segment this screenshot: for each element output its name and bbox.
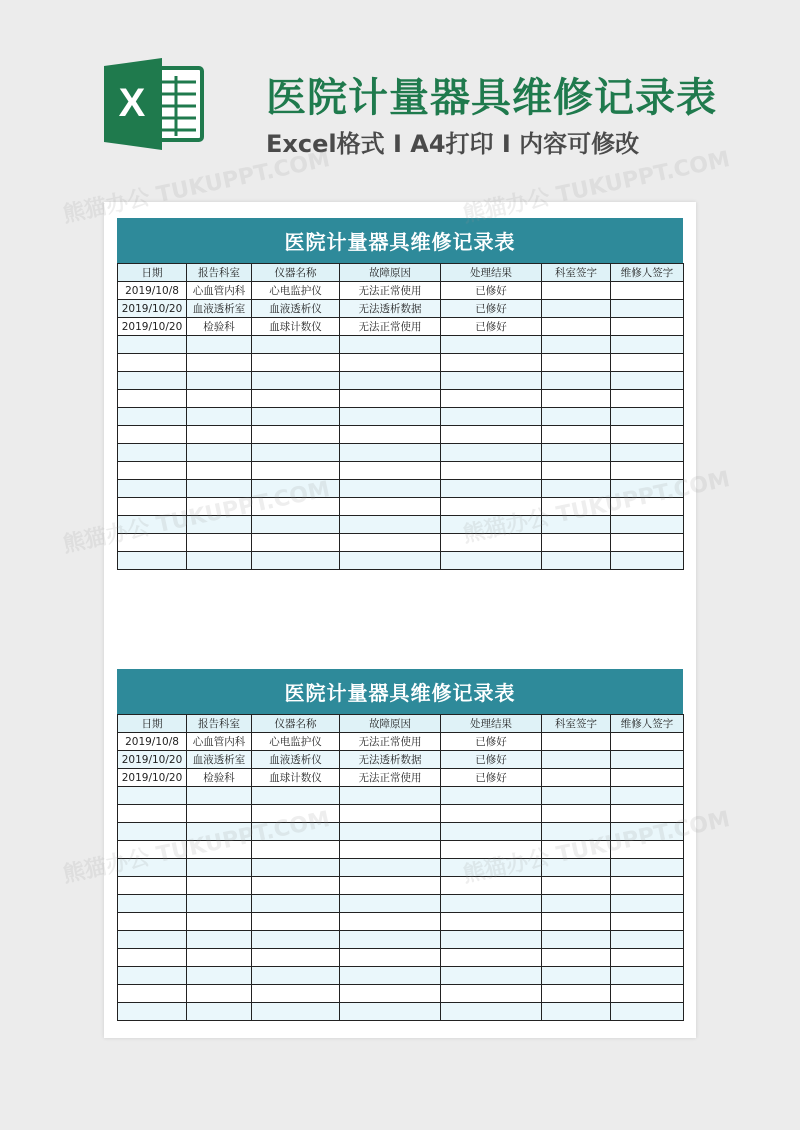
table-cell[interactable]: [118, 841, 187, 859]
table-cell[interactable]: [441, 805, 542, 823]
table-cell[interactable]: [441, 390, 542, 408]
table-cell[interactable]: 血液透析室: [187, 751, 252, 769]
table-cell[interactable]: [252, 534, 340, 552]
table-row: [118, 859, 684, 877]
table-cell[interactable]: 2019/10/20: [118, 769, 187, 787]
table-cell[interactable]: [340, 895, 441, 913]
table-cell[interactable]: [118, 534, 187, 552]
table-cell[interactable]: 无法正常使用: [340, 318, 441, 336]
table-cell[interactable]: [252, 913, 340, 931]
table-cell[interactable]: 血液透析仪: [252, 751, 340, 769]
table-cell[interactable]: 已修好: [441, 282, 542, 300]
table-cell[interactable]: [441, 372, 542, 390]
table-cell[interactable]: [542, 733, 611, 751]
table-row: [118, 751, 684, 769]
table-cell[interactable]: 2019/10/20: [118, 751, 187, 769]
table-row: [118, 985, 684, 1003]
table-cell[interactable]: [340, 462, 441, 480]
table-cell[interactable]: [252, 336, 340, 354]
table-cell[interactable]: [252, 949, 340, 967]
table-cell[interactable]: 2019/10/8: [118, 282, 187, 300]
table-cell[interactable]: [187, 913, 252, 931]
table-cell[interactable]: [340, 552, 441, 570]
table-cell[interactable]: [340, 985, 441, 1003]
table-cell[interactable]: [611, 931, 684, 949]
table-cell[interactable]: [252, 859, 340, 877]
table-cell[interactable]: [542, 895, 611, 913]
table-cell[interactable]: [611, 444, 684, 462]
table-cell[interactable]: [611, 769, 684, 787]
table-cell[interactable]: [340, 354, 441, 372]
table-cell[interactable]: [542, 372, 611, 390]
table-cell[interactable]: [542, 841, 611, 859]
table-cell[interactable]: 检验科: [187, 318, 252, 336]
table-cell[interactable]: [118, 877, 187, 895]
table-row: [118, 534, 684, 552]
table-cell[interactable]: [187, 931, 252, 949]
table-cell[interactable]: [187, 823, 252, 841]
table-cell[interactable]: [252, 841, 340, 859]
table-cell[interactable]: [252, 823, 340, 841]
table-cell[interactable]: [611, 480, 684, 498]
table-cell[interactable]: [441, 931, 542, 949]
table-cell[interactable]: [187, 408, 252, 426]
column-header: 维修人签字: [611, 715, 684, 733]
table-cell[interactable]: [187, 516, 252, 534]
table-cell[interactable]: 无法透析数据: [340, 751, 441, 769]
table-cell[interactable]: [252, 390, 340, 408]
table-row: [118, 1003, 684, 1021]
table-cell[interactable]: [340, 408, 441, 426]
table-cell[interactable]: [187, 787, 252, 805]
svg-text:X: X: [118, 81, 146, 125]
table-cell[interactable]: [252, 895, 340, 913]
table-cell[interactable]: 血液透析室: [187, 300, 252, 318]
table-cell[interactable]: [542, 859, 611, 877]
table-cell[interactable]: [340, 534, 441, 552]
table-row: [118, 769, 684, 787]
column-header: 维修人签字: [611, 264, 684, 282]
table-cell[interactable]: [340, 372, 441, 390]
column-header: 处理结果: [441, 715, 542, 733]
table-cell[interactable]: 无法透析数据: [340, 300, 441, 318]
table-cell[interactable]: [340, 426, 441, 444]
table-cell[interactable]: [187, 426, 252, 444]
table-cell[interactable]: [441, 534, 542, 552]
table-cell[interactable]: 无法正常使用: [340, 282, 441, 300]
table-row: [118, 967, 684, 985]
table-cell[interactable]: [611, 787, 684, 805]
column-header: 故障原因: [340, 264, 441, 282]
table-row: [118, 390, 684, 408]
table-cell[interactable]: [118, 1003, 187, 1021]
table-cell[interactable]: 心电监护仪: [252, 282, 340, 300]
table-cell[interactable]: [611, 985, 684, 1003]
table-cell[interactable]: [542, 751, 611, 769]
table-cell[interactable]: [611, 841, 684, 859]
table-row: [118, 913, 684, 931]
table-cell[interactable]: [340, 787, 441, 805]
table-cell[interactable]: [611, 354, 684, 372]
table-cell[interactable]: [118, 985, 187, 1003]
table-cell[interactable]: [187, 372, 252, 390]
table-cell[interactable]: [340, 516, 441, 534]
table-cell[interactable]: [187, 444, 252, 462]
table-title: 医院计量器具维修记录表: [117, 669, 683, 714]
table-cell[interactable]: [441, 787, 542, 805]
table-cell[interactable]: [187, 967, 252, 985]
table-cell[interactable]: [542, 480, 611, 498]
table-cell[interactable]: [252, 426, 340, 444]
table-cell[interactable]: 无法正常使用: [340, 733, 441, 751]
table-cell[interactable]: [118, 913, 187, 931]
table-cell[interactable]: [542, 949, 611, 967]
table-cell[interactable]: [187, 462, 252, 480]
table-cell[interactable]: [252, 372, 340, 390]
table-cell[interactable]: 已修好: [441, 318, 542, 336]
table-row: [118, 552, 684, 570]
table-cell[interactable]: [441, 823, 542, 841]
table-cell[interactable]: [542, 769, 611, 787]
table-cell[interactable]: [187, 336, 252, 354]
table-cell[interactable]: 血球计数仪: [252, 318, 340, 336]
table-cell[interactable]: [611, 552, 684, 570]
table-cell[interactable]: 心血管内科: [187, 733, 252, 751]
table-cell[interactable]: [252, 480, 340, 498]
table-cell[interactable]: [340, 967, 441, 985]
table-cell[interactable]: 血液透析仪: [252, 300, 340, 318]
table-cell[interactable]: [118, 949, 187, 967]
table-cell[interactable]: [611, 967, 684, 985]
table-cell[interactable]: [340, 913, 441, 931]
table-cell[interactable]: [118, 787, 187, 805]
table-cell[interactable]: [340, 805, 441, 823]
table-cell[interactable]: [441, 841, 542, 859]
table-header-row: [118, 264, 684, 282]
table-cell[interactable]: [187, 841, 252, 859]
table-row: [118, 408, 684, 426]
table-cell[interactable]: [611, 949, 684, 967]
table-cell[interactable]: [542, 426, 611, 444]
table-cell[interactable]: [542, 336, 611, 354]
table-cell[interactable]: [542, 967, 611, 985]
column-header: 故障原因: [340, 715, 441, 733]
table-cell[interactable]: [118, 336, 187, 354]
table-cell[interactable]: [340, 931, 441, 949]
column-header: 处理结果: [441, 264, 542, 282]
table-cell[interactable]: [542, 516, 611, 534]
table-cell[interactable]: [187, 949, 252, 967]
table-cell[interactable]: [340, 390, 441, 408]
table-cell[interactable]: [611, 751, 684, 769]
table-cell[interactable]: [252, 805, 340, 823]
table-cell[interactable]: 心血管内科: [187, 282, 252, 300]
table-cell[interactable]: 已修好: [441, 751, 542, 769]
table-cell[interactable]: [542, 787, 611, 805]
table-cell[interactable]: [187, 1003, 252, 1021]
table-cell[interactable]: [441, 895, 542, 913]
page-subtitle: Excel格式 I A4打印 I 内容可修改: [266, 130, 640, 158]
table-cell[interactable]: [441, 967, 542, 985]
table-cell[interactable]: [340, 949, 441, 967]
table-cell[interactable]: [187, 498, 252, 516]
table-cell[interactable]: [340, 336, 441, 354]
table-cell[interactable]: [542, 805, 611, 823]
column-header: 仪器名称: [252, 264, 340, 282]
table-cell[interactable]: [542, 408, 611, 426]
table-cell[interactable]: [118, 498, 187, 516]
table-cell[interactable]: [252, 985, 340, 1003]
record-table-2: [117, 669, 683, 1021]
table-cell[interactable]: [118, 444, 187, 462]
table-cell[interactable]: [340, 444, 441, 462]
table-row: [118, 282, 684, 300]
column-header: 科室签字: [542, 264, 611, 282]
table-cell[interactable]: [441, 913, 542, 931]
table-cell[interactable]: [441, 480, 542, 498]
table-cell[interactable]: [118, 931, 187, 949]
table-row: [118, 498, 684, 516]
table-cell[interactable]: [542, 823, 611, 841]
table-cell[interactable]: [187, 859, 252, 877]
table-cell[interactable]: [340, 859, 441, 877]
table-cell[interactable]: [118, 462, 187, 480]
table-cell[interactable]: 已修好: [441, 769, 542, 787]
table-cell[interactable]: [441, 985, 542, 1003]
table-cell[interactable]: [252, 462, 340, 480]
table-cell[interactable]: [252, 408, 340, 426]
table-cell[interactable]: [542, 462, 611, 480]
table-cell[interactable]: [118, 859, 187, 877]
table-cell[interactable]: [118, 552, 187, 570]
table-row: [118, 426, 684, 444]
table-cell[interactable]: 心电监护仪: [252, 733, 340, 751]
table-cell[interactable]: [187, 895, 252, 913]
table-row: [118, 733, 684, 751]
table-cell[interactable]: [611, 372, 684, 390]
table-cell[interactable]: [118, 823, 187, 841]
table-cell[interactable]: [118, 408, 187, 426]
table-header-row: [118, 715, 684, 733]
table-row: [118, 444, 684, 462]
table-cell[interactable]: [187, 480, 252, 498]
table-cell[interactable]: [542, 354, 611, 372]
table-cell[interactable]: 无法正常使用: [340, 769, 441, 787]
table-cell[interactable]: [118, 354, 187, 372]
table-cell[interactable]: [441, 552, 542, 570]
table-cell[interactable]: [611, 733, 684, 751]
table-row: [118, 895, 684, 913]
table-cell[interactable]: [441, 877, 542, 895]
table-cell[interactable]: [118, 516, 187, 534]
table-row: [118, 877, 684, 895]
table-cell[interactable]: [187, 877, 252, 895]
column-header: 科室签字: [542, 715, 611, 733]
table-cell[interactable]: [340, 877, 441, 895]
table-cell[interactable]: 已修好: [441, 300, 542, 318]
column-header: 日期: [118, 715, 187, 733]
table-cell[interactable]: 血球计数仪: [252, 769, 340, 787]
table-cell[interactable]: 检验科: [187, 769, 252, 787]
table-cell[interactable]: [542, 913, 611, 931]
table-cell[interactable]: [611, 318, 684, 336]
column-header: 日期: [118, 264, 187, 282]
table-cell[interactable]: [187, 354, 252, 372]
table-cell[interactable]: [252, 931, 340, 949]
column-header: 仪器名称: [252, 715, 340, 733]
table-cell[interactable]: [611, 516, 684, 534]
table-cell[interactable]: [542, 498, 611, 516]
table-cell[interactable]: [611, 498, 684, 516]
table-cell[interactable]: 2019/10/8: [118, 733, 187, 751]
table-cell[interactable]: [542, 534, 611, 552]
table-cell[interactable]: [542, 1003, 611, 1021]
table-cell[interactable]: [187, 390, 252, 408]
table-cell[interactable]: [611, 426, 684, 444]
table-cell[interactable]: [441, 498, 542, 516]
table-cell[interactable]: [542, 300, 611, 318]
table-cell[interactable]: [611, 895, 684, 913]
table-row: [118, 318, 684, 336]
table-cell[interactable]: [441, 859, 542, 877]
table-cell[interactable]: [542, 318, 611, 336]
table-cell[interactable]: [252, 354, 340, 372]
table-row: [118, 516, 684, 534]
table-row: [118, 949, 684, 967]
record-table-grid: [117, 714, 684, 1021]
table-cell[interactable]: [252, 498, 340, 516]
table-cell[interactable]: [611, 408, 684, 426]
table-cell[interactable]: [542, 282, 611, 300]
table-cell[interactable]: [441, 336, 542, 354]
table-cell[interactable]: [611, 1003, 684, 1021]
table-cell[interactable]: [118, 805, 187, 823]
table-cell[interactable]: [542, 985, 611, 1003]
watermark: 熊猫办公 TUKUPPT.COM: [60, 146, 333, 228]
table-cell[interactable]: [118, 895, 187, 913]
table-cell[interactable]: [441, 426, 542, 444]
table-row: [118, 480, 684, 498]
table-cell[interactable]: [542, 444, 611, 462]
table-cell[interactable]: [252, 516, 340, 534]
table-cell[interactable]: [441, 444, 542, 462]
table-cell[interactable]: [441, 408, 542, 426]
table-cell[interactable]: [340, 480, 441, 498]
table-cell[interactable]: [611, 462, 684, 480]
column-header: 报告科室: [187, 715, 252, 733]
record-table-grid: [117, 263, 684, 570]
table-cell[interactable]: [441, 354, 542, 372]
page-title: 医院计量器具维修记录表: [266, 75, 717, 121]
table-cell[interactable]: 已修好: [441, 733, 542, 751]
table-cell[interactable]: [252, 877, 340, 895]
table-cell[interactable]: [611, 282, 684, 300]
table-cell[interactable]: [252, 552, 340, 570]
table-row: [118, 931, 684, 949]
table-cell[interactable]: [340, 1003, 441, 1021]
table-cell[interactable]: [611, 859, 684, 877]
table-cell[interactable]: [441, 516, 542, 534]
table-cell[interactable]: [542, 931, 611, 949]
table-cell[interactable]: [611, 300, 684, 318]
table-cell[interactable]: [542, 552, 611, 570]
table-cell[interactable]: [542, 877, 611, 895]
table-row: [118, 354, 684, 372]
table-cell[interactable]: [252, 967, 340, 985]
table-cell[interactable]: [340, 498, 441, 516]
table-cell[interactable]: [187, 985, 252, 1003]
table-cell[interactable]: [118, 390, 187, 408]
table-cell[interactable]: [118, 372, 187, 390]
table-cell[interactable]: [118, 426, 187, 444]
table-cell[interactable]: [611, 390, 684, 408]
table-cell[interactable]: [118, 967, 187, 985]
table-cell[interactable]: [441, 462, 542, 480]
table-cell[interactable]: [340, 823, 441, 841]
table-cell[interactable]: [252, 444, 340, 462]
table-cell[interactable]: [252, 787, 340, 805]
table-cell[interactable]: [187, 552, 252, 570]
watermark: 熊猫办公 TUKUPPT.COM: [460, 146, 733, 228]
table-cell[interactable]: [187, 534, 252, 552]
excel-logo-icon: [104, 58, 204, 150]
table-row: [118, 300, 684, 318]
table-cell[interactable]: [252, 1003, 340, 1021]
table-cell[interactable]: [542, 390, 611, 408]
table-cell[interactable]: [611, 534, 684, 552]
table-row: [118, 787, 684, 805]
table-row: [118, 841, 684, 859]
table-cell[interactable]: [441, 1003, 542, 1021]
table-cell[interactable]: [611, 823, 684, 841]
column-header: 报告科室: [187, 264, 252, 282]
table-cell[interactable]: [611, 913, 684, 931]
table-cell[interactable]: [441, 949, 542, 967]
table-row: [118, 805, 684, 823]
table-cell[interactable]: [611, 805, 684, 823]
table-cell[interactable]: [611, 877, 684, 895]
table-row: [118, 823, 684, 841]
table-row: [118, 462, 684, 480]
record-table-1: [117, 218, 683, 570]
table-title: 医院计量器具维修记录表: [117, 218, 683, 263]
table-cell[interactable]: [118, 480, 187, 498]
table-row: [118, 372, 684, 390]
table-row: [118, 336, 684, 354]
table-cell[interactable]: [187, 805, 252, 823]
table-cell[interactable]: [340, 841, 441, 859]
table-cell[interactable]: 2019/10/20: [118, 318, 187, 336]
table-cell[interactable]: [611, 336, 684, 354]
table-cell[interactable]: 2019/10/20: [118, 300, 187, 318]
